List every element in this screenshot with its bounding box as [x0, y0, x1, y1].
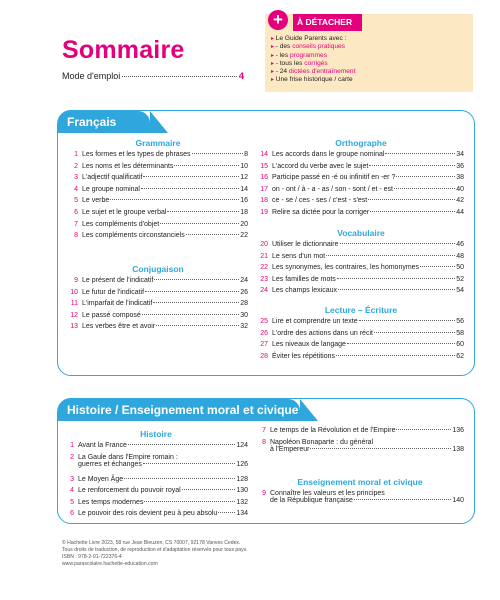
entry-page: 40	[456, 185, 464, 193]
entry-number: 27	[260, 341, 268, 349]
entry-number: 3	[70, 475, 74, 483]
toc-entry[interactable]	[68, 197, 248, 209]
entry-number: 9	[262, 490, 266, 497]
arrow-icon: ▸	[271, 52, 276, 59]
leader-dots	[336, 355, 455, 356]
entry-number: 21	[260, 252, 268, 260]
toc-entry[interactable]	[256, 427, 464, 439]
leader-dots	[338, 289, 455, 290]
entry-title: Relire sa dictée pour la corriger	[272, 208, 370, 216]
toc-entry[interactable]	[68, 300, 248, 312]
entry-title: Le temps de la Révolution et de l'Empire	[270, 427, 396, 434]
vocabulaire-column	[258, 228, 464, 299]
toc-entry[interactable]	[68, 323, 248, 335]
toc-entry[interactable]	[64, 499, 248, 511]
leader-dots	[144, 501, 235, 502]
arrow-icon: ▸	[271, 69, 276, 76]
entry-page: 46	[456, 241, 464, 248]
toc-entry[interactable]	[258, 197, 464, 209]
toc-entry[interactable]	[68, 151, 248, 163]
toc-entry[interactable]	[258, 276, 464, 288]
lecture-column	[258, 305, 464, 364]
entry-title: L'ordre des actions dans un récit	[272, 329, 373, 337]
leader-dots	[354, 499, 451, 500]
entry-text-wrap	[270, 490, 464, 504]
detach-line-text: Une frise historique / carte	[275, 76, 353, 84]
leader-dots	[174, 165, 239, 166]
leader-dots	[396, 176, 455, 177]
toc-entry[interactable]	[68, 221, 248, 233]
emc-title: Enseignement moral et civique	[297, 477, 423, 487]
toc-entry[interactable]	[258, 209, 464, 221]
leader-dots	[128, 444, 235, 445]
entry-line-two	[270, 497, 464, 504]
leader-dots	[420, 266, 455, 267]
entry-page: 34	[456, 151, 464, 158]
entry-page: 20	[240, 220, 248, 228]
entry-number: 8	[262, 438, 266, 446]
toc-entry[interactable]	[258, 330, 464, 342]
francais-section	[57, 110, 475, 376]
leader-dots	[110, 199, 239, 200]
leader-dots	[310, 448, 451, 449]
entry-page: 32	[240, 323, 248, 331]
entry-title: Les temps modernes	[78, 498, 144, 506]
leader-dots	[142, 314, 239, 315]
entry-title: Le futur de l'indicatif	[82, 288, 145, 296]
grammaire-title: Grammaire	[135, 138, 181, 148]
arrow-icon: ▸	[271, 44, 276, 51]
entry-page: 30	[240, 311, 248, 319]
entry-title: Les niveaux de langage	[272, 341, 346, 349]
detach-line-text: - des	[275, 43, 293, 51]
entry-number: 5	[74, 197, 78, 205]
entry-page: 18	[240, 208, 248, 216]
entry-title: Le renforcement du pouvoir royal	[78, 487, 181, 495]
entry-number: 10	[70, 288, 78, 296]
entry-title: Les formes et les types de phrases	[82, 151, 191, 158]
conjugaison-column	[68, 264, 248, 335]
entry-page: 14	[240, 185, 248, 193]
entry-page: 10	[240, 162, 248, 170]
detach-line	[271, 76, 355, 84]
leader-dots	[122, 76, 236, 77]
plus-icon: +	[268, 10, 288, 30]
entry-page: 44	[456, 208, 464, 216]
detach-box	[265, 10, 473, 92]
toc-entry[interactable]	[258, 287, 464, 299]
detach-line-text: - les	[275, 51, 290, 59]
leader-dots	[218, 512, 235, 513]
orthographe-title: Orthographe	[335, 138, 387, 148]
leader-dots	[370, 211, 455, 212]
detach-line-highlight: corrigés	[304, 59, 328, 67]
toc-entry[interactable]	[68, 277, 248, 289]
entry-title: Les familles de mots	[272, 275, 336, 283]
emc-column	[256, 477, 464, 512]
footer-line: Tous droits de traduction, de reproduction et d'adaptation réservés pour tous pays.	[62, 547, 248, 553]
entry-title: Le Moyen Âge	[78, 475, 124, 483]
orthographe-column	[258, 138, 464, 221]
leader-dots	[347, 343, 455, 344]
entry-page: 12	[240, 174, 248, 182]
leader-dots	[156, 325, 239, 326]
entry-page: 22	[240, 232, 248, 240]
entry-number: 19	[260, 208, 268, 216]
entry-page: 132	[236, 498, 248, 506]
entry-number: 7	[74, 220, 78, 228]
toc-entry[interactable]	[256, 490, 464, 512]
leader-dots	[186, 234, 239, 235]
toc-entry[interactable]	[68, 163, 248, 175]
toc-entry[interactable]	[64, 442, 248, 454]
mode-emploi-entry[interactable]	[62, 71, 244, 82]
entry-title: Éviter les répétitions	[272, 352, 336, 360]
leader-dots	[340, 243, 456, 244]
entry-number: 4	[74, 185, 78, 193]
entry-number: 1	[70, 442, 74, 449]
footer-legal	[62, 540, 248, 568]
entry-number: 28	[260, 352, 268, 360]
toc-entry[interactable]	[258, 163, 464, 175]
entry-page: 140	[452, 497, 464, 504]
entry-number: 22	[260, 264, 268, 272]
entry-line-two	[270, 446, 464, 453]
detach-line-text: - 24	[275, 68, 289, 76]
vocabulaire-title: Vocabulaire	[337, 228, 385, 238]
toc-entry[interactable]	[258, 341, 464, 353]
footer-line: www.parascolaire.hachette-education.com	[62, 561, 158, 567]
mode-emploi-label: Mode d'emploi	[62, 71, 121, 81]
toc-entry[interactable]	[258, 318, 464, 330]
histoire-heading: Histoire / Enseignement moral et civique	[58, 399, 300, 421]
entry-title: La Gaule dans l'Empire romain :	[78, 453, 178, 461]
entry-page: 128	[236, 475, 248, 483]
leader-dots	[182, 489, 236, 490]
entry-title: ce - se / ces - ses / c'est - s'est	[272, 197, 368, 205]
toc-entry[interactable]	[258, 241, 464, 253]
entry-page: 48	[456, 252, 464, 260]
entry-page: 136	[452, 427, 464, 434]
detach-title: À DÉTACHER	[293, 14, 362, 31]
entry-number: 14	[260, 151, 268, 158]
leader-dots	[124, 478, 235, 479]
entry-title: Le sujet et le groupe verbal	[82, 208, 167, 216]
toc-entry[interactable]	[258, 353, 464, 365]
toc-entry[interactable]	[258, 186, 464, 198]
detach-line	[271, 52, 355, 60]
leader-dots	[154, 279, 239, 280]
leader-dots	[143, 176, 239, 177]
entry-number: 5	[70, 498, 74, 506]
entry-page: 62	[456, 352, 464, 360]
leader-dots	[167, 211, 239, 212]
leader-dots	[359, 320, 456, 321]
leader-dots	[160, 223, 239, 224]
entry-number: 17	[260, 185, 268, 193]
entry-title: Participe passé en -é ou infinitif en -er ?	[272, 174, 396, 182]
leader-dots	[141, 188, 239, 189]
entry-number: 6	[70, 510, 74, 518]
grammaire-column	[68, 138, 248, 244]
detach-list	[271, 35, 355, 85]
leader-dots	[385, 153, 455, 154]
detach-line-text: Le Guide Parents avec :	[275, 35, 347, 42]
toc-entry[interactable]	[68, 209, 248, 221]
entry-page: 16	[240, 197, 248, 205]
leader-dots	[368, 199, 455, 200]
entry-title: Napoléon Bonaparte : du général	[270, 438, 374, 446]
entry-number: 8	[74, 232, 78, 240]
entry-page: 42	[456, 197, 464, 205]
entry-number: 13	[70, 323, 78, 331]
entry-title: Les accords dans le groupe nominal	[272, 151, 385, 158]
histoire-column	[64, 429, 248, 522]
entry-page: 56	[456, 318, 464, 325]
entry-title: Lire et comprendre un texte	[272, 318, 358, 325]
entry-number: 1	[74, 151, 78, 158]
entry-title: Le verbe	[82, 197, 110, 205]
leader-dots	[394, 188, 455, 189]
entry-page: 134	[236, 510, 248, 518]
toc-entry[interactable]	[64, 510, 248, 522]
arrow-icon: ▸	[271, 36, 276, 42]
leader-dots	[326, 255, 455, 256]
entry-page: 138	[452, 445, 464, 453]
detach-line	[271, 60, 355, 68]
entry-number: 11	[70, 300, 78, 308]
entry-number: 23	[260, 275, 268, 283]
histoire-section	[57, 398, 475, 524]
entry-number: 3	[74, 174, 78, 182]
detach-line	[271, 68, 355, 76]
entry-page: 130	[236, 487, 248, 495]
histoire-title: Histoire	[140, 429, 172, 439]
entry-title: L'adjectif qualificatif	[82, 174, 143, 182]
footer-line: © Hachette Livre 2023, 58 rue Jean Bleuzen, CS 70007, 92178 Vanves Cedex.	[62, 540, 241, 546]
entry-number: 7	[262, 427, 266, 434]
detach-line-highlight: conseils pratiques	[292, 43, 345, 51]
leader-dots	[153, 302, 239, 303]
toc-entry[interactable]	[68, 232, 248, 244]
entry-title: Les verbes être et avoir	[82, 323, 156, 331]
entry-number: 12	[70, 311, 78, 319]
arrow-icon: ▸	[271, 60, 276, 67]
entry-title-continued: à l'Empereur	[270, 445, 310, 453]
entry-title-continued: de la République française	[270, 497, 353, 504]
leader-dots	[145, 291, 239, 292]
entry-title: Les champs lexicaux	[272, 287, 337, 295]
toc-entry[interactable]	[68, 289, 248, 301]
entry-title: Les compléments circonstanciels	[82, 232, 185, 240]
toc-entry[interactable]	[258, 174, 464, 186]
entry-title: Les noms et les déterminants	[82, 162, 174, 170]
entry-number: 26	[260, 329, 268, 337]
entry-page: 24	[240, 277, 248, 284]
toc-entry[interactable]	[68, 174, 248, 186]
entry-number: 2	[70, 453, 74, 461]
leader-dots	[396, 429, 451, 430]
conjugaison-title: Conjugaison	[132, 264, 184, 274]
arrow-icon: ▸	[271, 77, 276, 84]
footer-line: ISBN : 978-2-01-722376-4	[62, 554, 122, 560]
leader-dots	[192, 153, 244, 154]
toc-entry[interactable]	[68, 312, 248, 324]
entry-number: 9	[74, 277, 78, 284]
toc-entry[interactable]	[258, 264, 464, 276]
leader-dots	[374, 332, 455, 333]
histoire-right-column	[256, 427, 464, 461]
entry-page: 38	[456, 174, 464, 182]
entry-title: Le groupe nominal	[82, 185, 140, 193]
toc-entry[interactable]	[64, 476, 248, 488]
entry-page: 58	[456, 329, 464, 337]
entry-title: L'accord du verbe avec le sujet	[272, 162, 369, 170]
entry-number: 4	[70, 487, 74, 495]
mode-emploi-page: 4	[238, 71, 244, 82]
entry-title: Le sens d'un mot	[272, 252, 326, 260]
entry-title: on - ont / à - a - as / son - sont / et - est	[272, 185, 393, 193]
toc-entry[interactable]	[64, 487, 248, 499]
entry-number: 6	[74, 208, 78, 216]
toc-entry[interactable]	[256, 439, 464, 461]
entry-line-two	[78, 461, 248, 468]
leader-dots	[337, 278, 455, 279]
francais-heading: Français	[58, 111, 150, 133]
detach-line-text: - tous les	[275, 59, 305, 67]
entry-number: 18	[260, 197, 268, 205]
entry-number: 2	[74, 162, 78, 170]
entry-number: 15	[260, 162, 268, 170]
entry-page: 8	[244, 151, 248, 158]
entry-page: 126	[236, 460, 248, 468]
entry-page: 50	[456, 264, 464, 272]
entry-text-wrap	[78, 454, 248, 468]
entry-number: 25	[260, 318, 268, 325]
entry-title: Connaître les valeurs et les principes	[270, 490, 385, 497]
entry-page: 60	[456, 341, 464, 349]
entry-title: Le pouvoir des rois devient peu à peu absolu	[78, 510, 218, 518]
entry-text-wrap	[270, 439, 464, 453]
entry-page: 54	[456, 287, 464, 295]
entry-number: 16	[260, 174, 268, 182]
detach-line-highlight: programmes	[289, 51, 327, 59]
detach-line-highlight: dictées d'entraînement	[288, 68, 356, 76]
detach-line	[271, 35, 355, 43]
toc-entry[interactable]	[258, 151, 464, 163]
entry-title: Le passé composé	[82, 311, 141, 319]
entry-page: 26	[240, 288, 248, 296]
entry-number: 20	[260, 241, 268, 248]
entry-number: 24	[260, 287, 268, 295]
leader-dots	[143, 463, 235, 464]
toc-entry[interactable]	[64, 454, 248, 476]
toc-entry[interactable]	[258, 253, 464, 265]
lecture-title: Lecture – Écriture	[324, 305, 398, 315]
entry-title: Les compléments d'objet	[82, 220, 160, 228]
detach-line	[271, 43, 355, 51]
entry-page: 52	[456, 275, 464, 283]
leader-dots	[369, 165, 455, 166]
entry-title: Le présent de l'indicatif	[82, 277, 154, 284]
entry-title-continued: guerres et échanges	[78, 460, 142, 468]
entry-page: 28	[240, 300, 248, 308]
entry-title: Les synonymes, les contraires, les homonymes	[272, 264, 420, 272]
entry-page: 36	[456, 162, 464, 170]
entry-title: L'imparfait de l'indicatif	[82, 300, 153, 308]
entry-page: 124	[236, 442, 248, 449]
entry-title: Avant la France	[78, 442, 127, 449]
page-title: Sommaire	[62, 36, 185, 64]
entry-title: Utiliser le dictionnaire	[272, 241, 339, 248]
toc-entry[interactable]	[68, 186, 248, 198]
